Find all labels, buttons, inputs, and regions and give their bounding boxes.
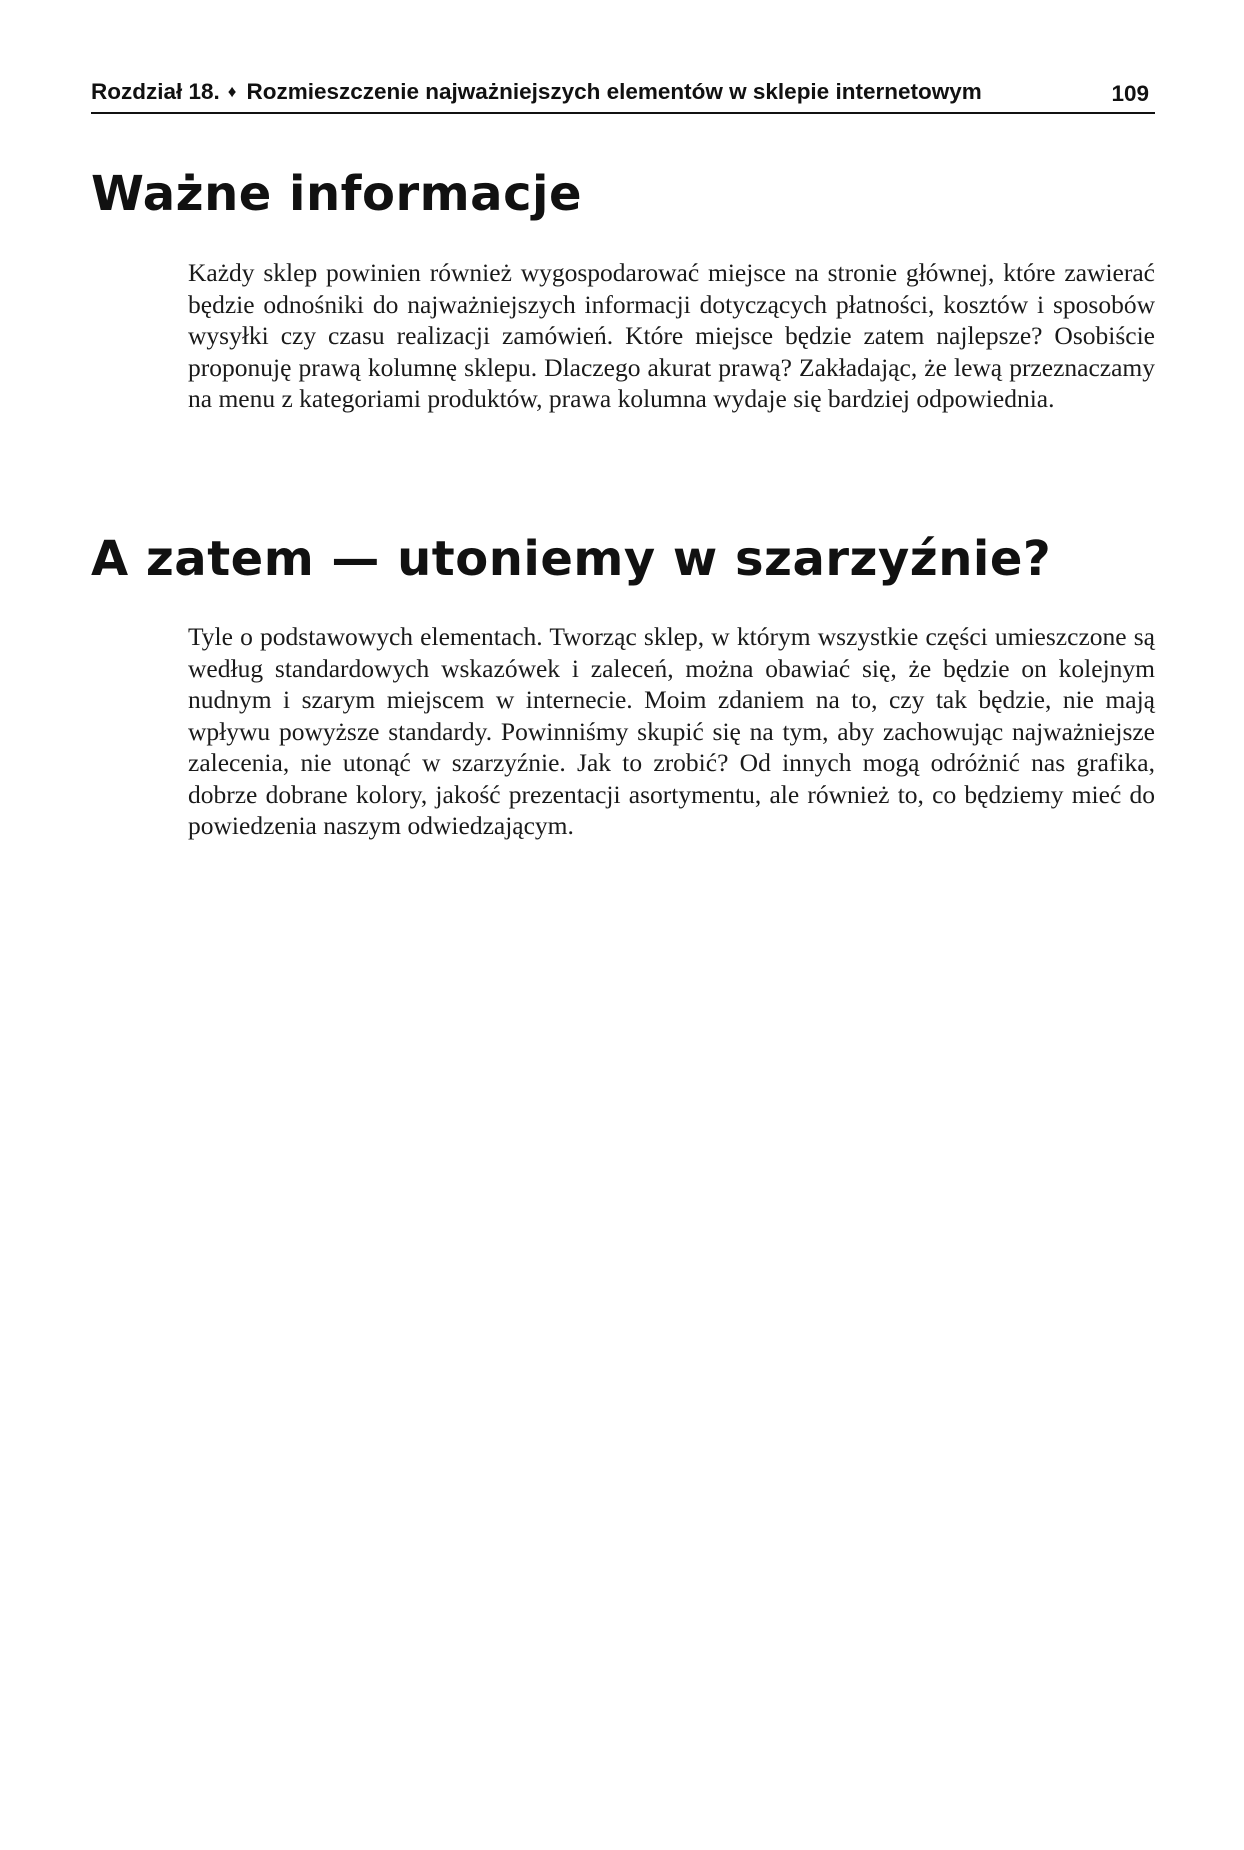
chapter-number: Rozdział 18. [91,79,220,104]
section-paragraph: Tyle o podstawowych elementach. Tworząc sklep, w którym wszystkie części umieszczone są według standardowych wskazówek i zaleceń, można obawiać się, że będzie on kolejnym nudnym i szarym miejscem w internecie. Moim zdaniem na to, czy tak będzie, nie mają wpływu powyższe standardy. Powinniśmy skupić się na tym, aby zachowując najważniejsze zalecenia, nie utonąć w szarzyźnie. Jak to zrobić? Od innych mogą odróżnić nas grafika, dobrze dobrane kolory, jakość prezentacji asortymentu, ale również to, co będziemy mieć do powiedzenia naszym odwiedzającym. [188,622,1155,840]
section-heading: A zatem — utoniemy w szarzyźnie? [91,531,1052,587]
section-paragraph: Każdy sklep powinien również wygospodarować miejsce na stronie głównej, które zawierać będzie odnośniki do najważniejszych informacji dotyczących płatności, kosztów i sposobów wysyłki czy czasu realizacji zamówień. Które miejsce będzie zatem najlepsze? Osobiście proponuję prawą kolumnę sklepu. Dlaczego akurat prawą? Zakładając, że lewą przeznaczamy na menu z kategoriami produktów, prawa kolumna wydaje się bardziej odpowiednia. [188,258,1155,413]
chapter-info [91,78,982,108]
chapter-title: Rozmieszczenie najważniejszych elementów w sklepie internetowym [246,79,982,104]
section-heading: Ważne informacje [91,166,583,222]
diamond-separator-icon: ♦ [227,82,237,101]
page-number: 109 [1111,81,1149,106]
running-header [91,74,1155,114]
